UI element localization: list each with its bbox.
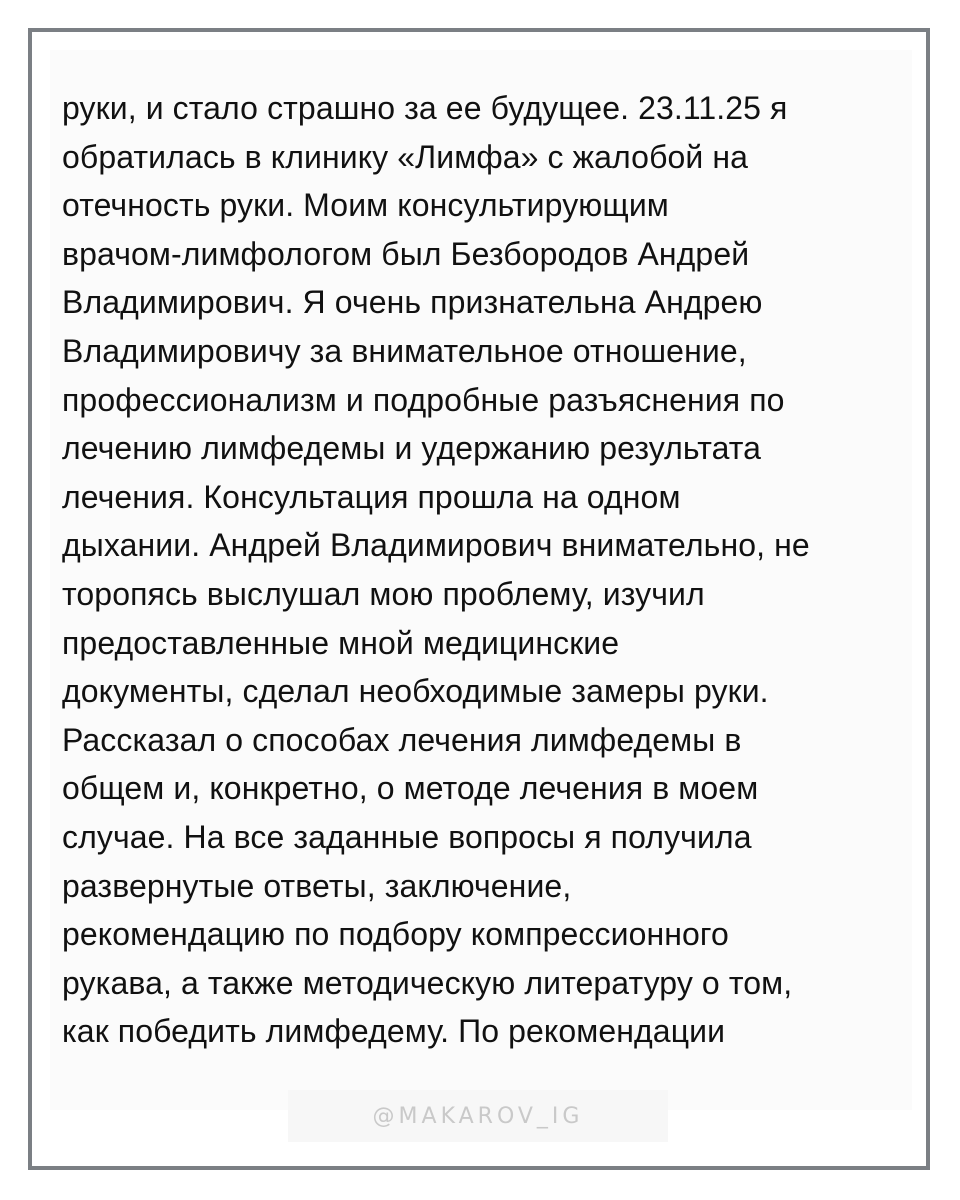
text-line: профессионализм и подробные разъяснения по	[62, 381, 785, 418]
text-line: документы, сделал необходимые замеры руки.	[62, 673, 769, 710]
text-line: как победить лимфедему. По рекомендации	[62, 1013, 726, 1050]
text-line: дыхании. Андрей Владимирович внимательно, не	[62, 527, 810, 564]
watermark-text: @MAKAROV_IG	[372, 1103, 584, 1129]
text-line: рекомендацию по подбору компрессионного	[62, 916, 729, 953]
text-line: Владимировичу за внимательное отношение,	[62, 332, 747, 369]
text-line: отечность руки. Моим консультирующим	[62, 187, 669, 224]
text-line: Рассказал о способах лечения лимфедемы в	[62, 721, 742, 758]
text-line: Владимирович. Я очень признательна Андрею	[62, 284, 763, 321]
text-line: рукава, а также методическую литературу о том,	[62, 964, 793, 1001]
text-line: случае. На все заданные вопросы я получила	[62, 818, 752, 855]
text-line: лечению лимфедемы и удержанию результата	[62, 430, 762, 467]
text-line: врачом-лимфологом был Безбородов Андрей	[62, 235, 750, 272]
text-line: торопясь выслушал мою проблему, изучил	[62, 575, 705, 612]
watermark	[288, 1090, 668, 1142]
text-line: общем и, конкретно, о методе лечения в моем	[62, 770, 759, 807]
text-line: развернутые ответы, заключение,	[62, 867, 572, 904]
text-line: предоставленные мной медицинские	[62, 624, 620, 661]
text-line: руки, и стало страшно за ее будущее. 23.11.25 я	[62, 90, 788, 126]
review-text	[62, 84, 904, 1056]
text-line: лечения. Консультация прошла на одном	[62, 478, 681, 515]
text-line: обратилась в клинику «Лимфа» с жалобой на	[62, 138, 749, 175]
